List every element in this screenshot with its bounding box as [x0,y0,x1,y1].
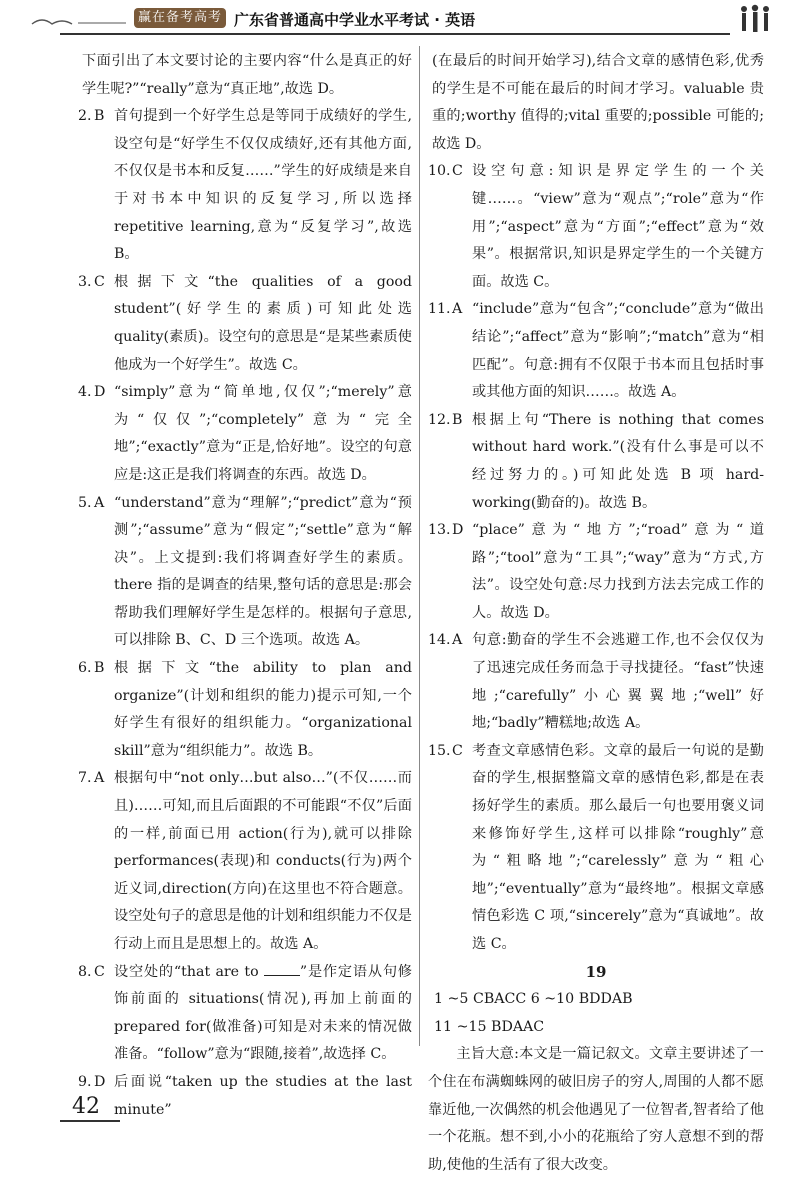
series-logo: 赢在备考高考 [134,8,226,28]
item-number: 13. [428,522,451,539]
answer-item [428,158,764,296]
answer-item [78,103,412,269]
item-answer: A [94,494,105,511]
passage-summary: 主旨大意:本文是一篇记叙文。文章主要讲述了一个住在布满蜘蛛网的破旧房子的穷人,周围的人都不愿靠近他,一次偶然的机会他遇见了一位智者,智者给了他一个花瓶。想不到,小小的花瓶给了穷人意想不到的帮助,使他的生活有了很大改变。 [428,1046,764,1173]
item-number: 6. [78,660,92,677]
header-title: 广东省普通高中学业水平考试 · 英语 [234,11,476,29]
item-answer: A [452,301,463,318]
bird-decoration-icon [30,14,126,30]
answer-item [78,1069,412,1124]
page-number-rule [60,1120,120,1122]
item-number: 15. [428,742,451,759]
item-answer: D [94,384,106,401]
answer-item [428,517,764,627]
item-explanation: 考查文章感情色彩。文章的最后一句说的是勤奋的学生,根据整篇文章的感情色彩,都是在表扬好学生的素质。那么最后一句也要用褒义词来修饰好学生,这样可以排除“roughly”意为“粗略地”;“carelessly”意为“粗心地”;“eventually”意为“最终地”。根据文章感情色彩选 C 项,“sincerely”意为“真诚地”。故选 C。 [472,742,764,952]
item-explanation: 根据上句“There is nothing that comes without hard work.”(没有什么事是可以不经过努力的。)可知此处选 B 项 hard-working(勤奋的)。故选 B。 [472,411,764,511]
answer-item [78,959,412,1069]
item-answer: C [452,742,463,759]
answer-key-line: 11 ~15 BDAAC [434,1018,545,1035]
item-explanation: 设空句意:知识是界定学生的一个关键……。“view”意为“观点”;“role”意为“作用”;“aspect”意为“方面”;“effect”意为“效果”。根据常识,知识是界定学生的一个关键方面。故选 C。 [472,163,764,290]
answer-item [428,738,764,959]
item-explanation: 后面说“taken up the studies at the last minute” [114,1073,412,1118]
item-number: 12. [428,411,451,428]
answer-item [78,379,412,489]
people-silhouette-icon [736,4,776,34]
item-explanation: “simply”意为“简单地,仅仅”;“merely”意为“仅仅”;“completely”意为“完全地”;“exactly”意为“正是,恰好地”。设空的句意应是:这正是我们将调查的东西。故选 D。 [114,384,412,483]
answer-item [428,407,764,517]
item-answer: D [452,522,464,539]
header-rule [60,33,730,35]
item-answer: B [94,108,105,125]
page-header [0,0,800,40]
right-column [428,48,764,1179]
page-number: 42 [72,1094,100,1119]
item-explanation: 首句提到一个好学生总是等同于成绩好的学生,设空句是“好学生不仅仅成绩好,还有其他方面,不仅仅是书本和反复……”学生的好成绩是来自于对书本中知识的反复学习,所以选择 repetitive learning,意为“反复学习”,故选 B。 [114,108,412,263]
item-answer: C [94,963,105,980]
item-number: 3. [78,273,92,290]
item-answer: C [452,163,463,180]
answer-item [78,765,412,958]
answer-item [78,490,412,656]
item-answer: D [94,1073,106,1090]
item-explanation: 句意:勤奋的学生不会逃避工作,也不会仅仅为了迅速完成任务而急于寻找捷径。“fast”快速地;“carefully”小心翼翼地;“well”好地;“badly”糟糕地;故选 A。 [472,632,764,732]
item-explanation: 根据下文“the ability to plan and organize”(计划和组织的能力)提示可知,一个好学生有很好的组织能力。“organizational skill”意为“组织能力”。故选 B。 [114,660,412,759]
explanation-after-blank: ”是作定语从句修饰前面的 situations(情况),再加上前面的 prepared for(做准备)可知是对未来的情况做准备。“follow”意为“跟随,接着”,故选择 C。 [114,963,412,1063]
item-number: 9. [78,1073,92,1090]
item-answer: A [452,632,463,649]
item-number: 14. [428,632,451,649]
item-answer: C [94,273,105,290]
explanation-before-blank: 设空处的“that are to [114,963,259,980]
item-explanation: “understand”意为“理解”;“predict”意为“预测”;“assume”意为“假定”;“settle”意为“解决”。上文提到:我们将调查好学生的素质。there 指的是调查的结果,整句话的意思是:那会帮助我们理解好学生是怎样的。根据句子意思,可以排除 B、C、D 三个选项。故选 A。 [114,494,412,649]
answer-item [78,269,412,379]
continued-paragraph: (在最后的时间开始学习),结合文章的感情色彩,优秀的学生是不可能在最后的时间才学习。valuable 贵重的;worthy 值得的;vital 重要的;possible 可能的;故选 D。 [432,53,764,152]
answer-key-line: 1 ~5 CBACC 6 ~10 BDDAB [434,991,633,1008]
item-answer: B [452,411,463,428]
item-number: 5. [78,494,92,511]
item-answer: B [94,660,105,677]
answer-item [428,296,764,406]
column-divider [419,46,420,1046]
left-column [78,48,412,1124]
item-number: 11. [428,301,451,318]
section-number: 19 [585,962,607,981]
answer-item [428,627,764,737]
item-explanation: 根据句中“not only…but also…”(不仅……而且)……可知,而且后面跟的不可能跟“不仅”后面的一样,前面已用 action(行为),就可以排除 performances(表现)和 conducts(行为)两个近义词,direction(方向)在这里也不符合题意。设空处句子的意思是他的计划和组织能力不仅是行动上而且是思想上的。故选 A。 [114,770,412,952]
item-explanation: “include”意为“包含”;“conclude”意为“做出结论”;“affect”意为“影响”;“match”意为“相匹配”。句意:拥有不仅限于书本而且包括时事或其他方面的知识……。故选 A。 [472,301,764,401]
item-explanation: “place”意为“地方”;“road”意为“道路”;“tool”意为“工具”;“way”意为“方式,方法”。设空处句意:尽力找到方法去完成工作的人。故选 D。 [472,522,764,621]
item-number: 7. [78,770,92,787]
continued-paragraph: 下面引出了本文要讨论的主要内容“什么是真正的好学生呢?”“really”意为“真正地”,故选 D。 [82,53,412,97]
item-explanation [104,959,412,1069]
item-answer: A [94,770,105,787]
item-number: 4. [78,384,92,401]
item-number: 10. [428,163,451,180]
item-explanation: 根据下文“the qualities of a good student”(好学生的素质)可知此处选 quality(素质)。设空句的意思是“是某些素质使他成为一个好学生”。故选 C。 [114,273,412,373]
fill-blank [264,961,300,976]
item-number: 2. [78,108,92,125]
item-number: 8. [78,963,92,980]
answer-item [78,655,412,765]
